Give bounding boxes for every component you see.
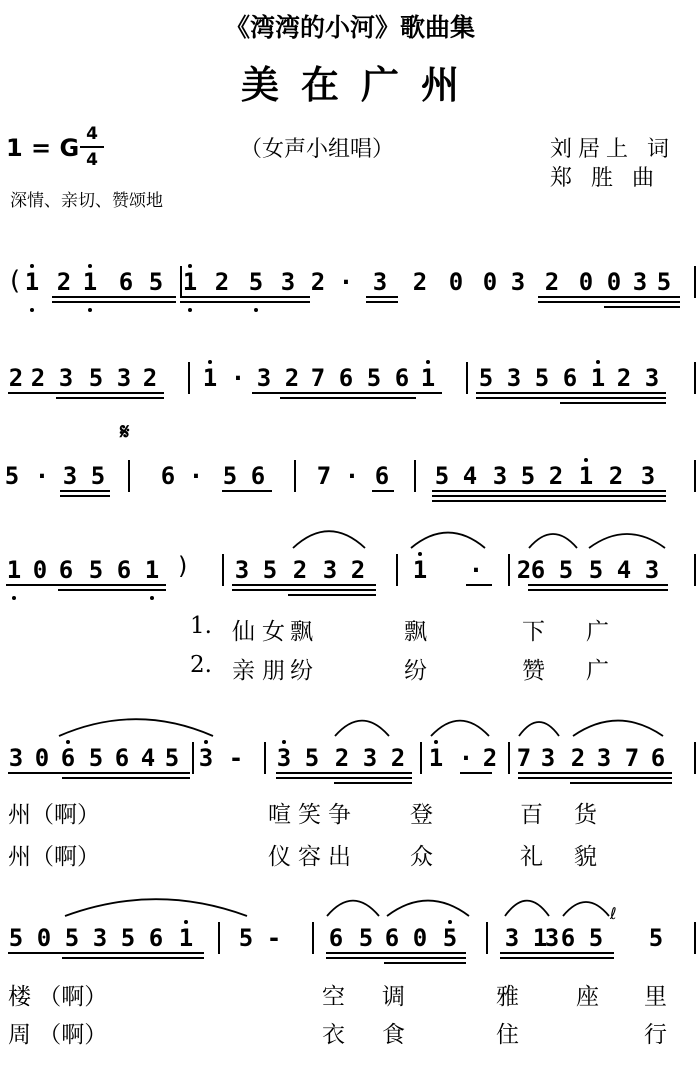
lyric-verse-1: 飘 (404, 619, 427, 645)
lyric-verse-1: 广 (586, 619, 609, 645)
underline-beam (288, 594, 376, 596)
note: 3 (62, 462, 78, 490)
underline-beam (8, 772, 190, 774)
underline-beam (518, 777, 672, 779)
note: 5 (164, 744, 180, 772)
barline (420, 742, 422, 774)
lyric-verse-1: 1. (190, 613, 212, 639)
lyric-verse-1: 百 (520, 802, 543, 828)
note: 2 (608, 462, 624, 490)
note: 5 (366, 364, 382, 392)
slur (58, 708, 214, 738)
note: 7 (316, 462, 332, 490)
slur (588, 520, 666, 550)
barline (294, 460, 296, 492)
note: 5 (588, 924, 604, 952)
note: 5 (238, 924, 254, 952)
underline-beam (52, 301, 176, 303)
note: 2 (310, 268, 326, 296)
barline (222, 554, 224, 586)
lyric-verse-2: 衣 (322, 1022, 345, 1048)
note: 2 (142, 364, 158, 392)
lyric-verse-1: 登 (410, 802, 433, 828)
lyric-verse-2: 州（啊） (8, 844, 100, 870)
note: 0 (448, 268, 464, 296)
note: 5 (304, 744, 320, 772)
note: 1 (202, 364, 218, 392)
note: - (228, 744, 244, 772)
octave-dot-above (66, 740, 70, 744)
note: 6 (384, 924, 400, 952)
lyric-verse-1: 州（啊） (8, 802, 100, 828)
octave-dot-above (426, 360, 430, 364)
lyric-verse-1: 喧 (268, 802, 291, 828)
note: 6 (374, 462, 390, 490)
note: 1 (178, 924, 194, 952)
note: 2 (390, 744, 406, 772)
note: 5 (358, 924, 374, 952)
note: 0 (34, 744, 50, 772)
note: 6 (650, 744, 666, 772)
note: 7 (624, 744, 640, 772)
note: 6 (114, 744, 130, 772)
note: 3 (644, 364, 660, 392)
barline (180, 266, 182, 298)
staff-line-6 (0, 918, 700, 958)
slur (562, 888, 610, 918)
lyric-verse-1: 货 (574, 802, 597, 828)
underline-beam (8, 952, 204, 954)
underline-beam (62, 777, 190, 779)
lyric-verse-1: 仙 (232, 619, 255, 645)
barline (414, 460, 416, 492)
barline (128, 460, 130, 492)
note: 4 (140, 744, 156, 772)
slur (528, 520, 578, 550)
underline-beam (62, 957, 204, 959)
octave-dot-above (584, 458, 588, 462)
note: · (34, 462, 50, 490)
staff-line-2 (0, 358, 700, 398)
note: 2 (334, 744, 350, 772)
lyric-verse-2: 仪 (268, 844, 291, 870)
barline (508, 554, 510, 586)
lyric-verse-2: 纷 (290, 658, 313, 684)
underline-beam (432, 490, 666, 492)
note: 5 (262, 556, 278, 584)
note: 5 (88, 364, 104, 392)
note: 5 (88, 556, 104, 584)
staff-line-1 (0, 262, 700, 302)
note: 2 (548, 462, 564, 490)
barline (396, 554, 398, 586)
note: 5 (148, 268, 164, 296)
note: 1 (6, 556, 22, 584)
note: 3 (362, 744, 378, 772)
note: 4 (616, 556, 632, 584)
note: 2 (30, 364, 46, 392)
note: 1 (532, 924, 548, 952)
note: 5 (4, 462, 20, 490)
lyric-verse-1: 雅 (496, 984, 519, 1010)
staff-line-4 (0, 550, 700, 590)
lyric-verse-1: 笑 (298, 802, 321, 828)
octave-dot-above (282, 740, 286, 744)
underline-beam (500, 957, 614, 959)
underline-beam (60, 495, 110, 497)
underline-beam (604, 306, 680, 308)
note: · (344, 462, 360, 490)
lyric-verse-1: 调 (382, 984, 405, 1010)
underline-beam (252, 392, 442, 394)
note: 3 (276, 744, 292, 772)
lyric-verse-1: 飘 (290, 619, 313, 645)
underline-beam (366, 296, 398, 298)
barline (694, 266, 696, 298)
underline-beam (528, 584, 668, 586)
note: 6 (560, 924, 576, 952)
note: 5 (90, 462, 106, 490)
note: 6 (60, 744, 76, 772)
octave-dot-above (208, 360, 212, 364)
octave-dot-below (30, 308, 34, 312)
barline (466, 362, 468, 394)
lyric-verse-2: 纷 (404, 658, 427, 684)
note: · (468, 556, 484, 584)
note: 3 (198, 744, 214, 772)
underline-beam (276, 777, 412, 779)
note: 6 (160, 462, 176, 490)
underline-beam (432, 495, 666, 497)
underline-beam (326, 957, 466, 959)
note: 2 (516, 556, 532, 584)
note: 0 (578, 268, 594, 296)
lyric-verse-2: 食 (382, 1022, 405, 1048)
lyric-verse-1: 座 (576, 984, 599, 1010)
expression-mark: 深情、亲切、赞颂地 (10, 191, 163, 211)
lyric-verse-2: 容 (298, 844, 321, 870)
slur (292, 520, 366, 550)
underline-beam (366, 301, 398, 303)
note: 0 (482, 268, 498, 296)
note: 3 (322, 556, 338, 584)
slur (386, 888, 470, 918)
slur (572, 708, 664, 738)
note: 5 (248, 268, 264, 296)
lyric-verse-2: 出 (328, 844, 351, 870)
note: 3 (234, 556, 250, 584)
note: · (230, 364, 246, 392)
underline-beam (326, 952, 466, 954)
underline-beam (538, 301, 680, 303)
underline-beam (432, 500, 666, 502)
note: 1 (24, 268, 40, 296)
note: 3 (632, 268, 648, 296)
underline-beam (538, 296, 680, 298)
note: 2 (350, 556, 366, 584)
note: · (338, 268, 354, 296)
song-title: 美在广州 (240, 62, 481, 107)
note: 6 (562, 364, 578, 392)
segno-mark: 𝄋 (120, 420, 130, 445)
note: 1 (82, 268, 98, 296)
octave-dot-below (12, 596, 16, 600)
time-signature (80, 124, 104, 170)
note: 3 (372, 268, 388, 296)
note: · (188, 462, 204, 490)
note: 3 (8, 744, 24, 772)
note: 0 (32, 556, 48, 584)
open-paren: ( (10, 266, 21, 296)
underline-beam (180, 301, 310, 303)
octave-dot-above (418, 552, 422, 556)
note: 3 (504, 924, 520, 952)
underline-beam (560, 402, 666, 404)
lyric-verse-2: 亲 (232, 658, 255, 684)
underline-beam (8, 392, 164, 394)
barline (312, 922, 314, 954)
underline-beam (384, 962, 466, 964)
lyricist-credit: 刘居上 词 (550, 137, 675, 162)
breath-mark: ℓ (610, 904, 617, 923)
underline-beam (460, 772, 492, 774)
note: 0 (412, 924, 428, 952)
underline-beam (570, 782, 672, 784)
barline (218, 922, 220, 954)
underline-beam (372, 490, 394, 492)
underline-beam (56, 397, 164, 399)
time-sig-top: 4 (86, 124, 98, 144)
note: 0 (606, 268, 622, 296)
note: 2 (214, 268, 230, 296)
lyric-verse-2: 行 (644, 1022, 667, 1048)
underline-beam (58, 589, 166, 591)
slur (518, 708, 560, 738)
composer-credit: 郑 胜 曲 (550, 166, 660, 191)
close-paren: ) (178, 552, 188, 580)
note: 2 (570, 744, 586, 772)
note: 1 (412, 556, 428, 584)
barline (694, 460, 696, 492)
note: 4 (462, 462, 478, 490)
note: 5 (656, 268, 672, 296)
barline (694, 742, 696, 774)
note: 2 (482, 744, 498, 772)
note: 3 (506, 364, 522, 392)
note: 5 (558, 556, 574, 584)
note: 5 (8, 924, 24, 952)
lyric-verse-2: 广 (586, 658, 609, 684)
key-signature: 1 = G (6, 134, 80, 162)
staff-line-5 (0, 738, 700, 778)
underline-beam (232, 589, 376, 591)
barline (264, 742, 266, 774)
slur (430, 708, 490, 738)
note: 6 (148, 924, 164, 952)
lyric-verse-1: 楼 （啊） (8, 984, 108, 1010)
underline-beam (518, 772, 672, 774)
note: 5 (434, 462, 450, 490)
underline-beam (476, 397, 666, 399)
note: 5 (88, 744, 104, 772)
note: 5 (648, 924, 664, 952)
note: 6 (338, 364, 354, 392)
lyric-verse-1: 争 (328, 802, 351, 828)
lyric-verse-2: 礼 (520, 844, 543, 870)
octave-dot-above (434, 740, 438, 744)
note: 1 (428, 744, 444, 772)
barline (694, 554, 696, 586)
note: 1 (578, 462, 594, 490)
lyric-verse-2: 貌 (574, 844, 597, 870)
underline-beam (276, 772, 412, 774)
ensemble-label: （女声小组唱） (240, 137, 395, 162)
note: 3 (58, 364, 74, 392)
note: 7 (310, 364, 326, 392)
lyric-verse-1: 女 (262, 619, 285, 645)
octave-dot-above (30, 264, 34, 268)
note: 1 (182, 268, 198, 296)
note: 3 (492, 462, 508, 490)
lyric-verse-2: 众 (410, 844, 433, 870)
note: 3 (544, 924, 560, 952)
octave-dot-above (188, 264, 192, 268)
note: 5 (120, 924, 136, 952)
slur (504, 888, 550, 918)
lyric-verse-2: 住 (496, 1022, 519, 1048)
lyric-verse-1: 空 (322, 984, 345, 1010)
underline-beam (280, 397, 416, 399)
note: 3 (510, 268, 526, 296)
note: 3 (540, 744, 556, 772)
note: 3 (256, 364, 272, 392)
note: 2 (8, 364, 24, 392)
note: 5 (64, 924, 80, 952)
note: 3 (596, 744, 612, 772)
lyric-verse-2: 赞 (522, 658, 545, 684)
underline-beam (52, 296, 176, 298)
note: 2 (544, 268, 560, 296)
note: 2 (284, 364, 300, 392)
lyric-verse-1: 下 (522, 619, 545, 645)
note: 5 (222, 462, 238, 490)
note: 2 (56, 268, 72, 296)
barline (188, 362, 190, 394)
octave-dot-below (88, 308, 92, 312)
slur (334, 708, 390, 738)
octave-dot-above (596, 360, 600, 364)
underline-beam (334, 782, 412, 784)
underline-beam (476, 392, 666, 394)
note: 5 (534, 364, 550, 392)
time-sig-bar (80, 146, 104, 148)
octave-dot-below (188, 308, 192, 312)
underline-beam (500, 952, 614, 954)
lyric-verse-2: 周 （啊） (8, 1022, 108, 1048)
note: 3 (640, 462, 656, 490)
note: 5 (588, 556, 604, 584)
note: 3 (644, 556, 660, 584)
note: 2 (412, 268, 428, 296)
lyric-verse-2: 2. (190, 652, 212, 678)
octave-dot-above (88, 264, 92, 268)
note: 2 (616, 364, 632, 392)
barline (694, 362, 696, 394)
slur (410, 520, 486, 550)
note: 6 (394, 364, 410, 392)
note: 6 (118, 268, 134, 296)
underline-beam (222, 490, 272, 492)
note: 6 (250, 462, 266, 490)
underline-beam (232, 584, 376, 586)
note: 5 (478, 364, 494, 392)
underline-beam (528, 589, 668, 591)
barline (486, 922, 488, 954)
slur (326, 888, 380, 918)
octave-dot-below (150, 596, 154, 600)
octave-dot-above (448, 920, 452, 924)
time-sig-bottom: 4 (86, 150, 98, 170)
note: 1 (420, 364, 436, 392)
lyric-verse-1: 里 (644, 984, 667, 1010)
octave-dot-above (204, 740, 208, 744)
note: 0 (36, 924, 52, 952)
note: 3 (92, 924, 108, 952)
slur (64, 888, 248, 918)
note: 6 (530, 556, 546, 584)
note: 6 (116, 556, 132, 584)
octave-dot-above (184, 920, 188, 924)
note: 1 (144, 556, 160, 584)
note: 6 (328, 924, 344, 952)
underline-beam (466, 584, 492, 586)
note: 5 (442, 924, 458, 952)
note: 3 (116, 364, 132, 392)
collection-title: 《湾湾的小河》歌曲集 (224, 13, 475, 42)
note: 2 (292, 556, 308, 584)
note: 1 (590, 364, 606, 392)
note: · (458, 744, 474, 772)
octave-dot-below (254, 308, 258, 312)
note: 5 (520, 462, 536, 490)
note: 3 (280, 268, 296, 296)
underline-beam (60, 490, 110, 492)
barline (508, 742, 510, 774)
lyric-verse-2: 朋 (262, 658, 285, 684)
staff-line-3 (0, 456, 700, 496)
barline (694, 922, 696, 954)
barline (192, 742, 194, 774)
underline-beam (6, 584, 166, 586)
note: 6 (58, 556, 74, 584)
note: - (266, 924, 282, 952)
underline-beam (180, 296, 310, 298)
note: 7 (516, 744, 532, 772)
